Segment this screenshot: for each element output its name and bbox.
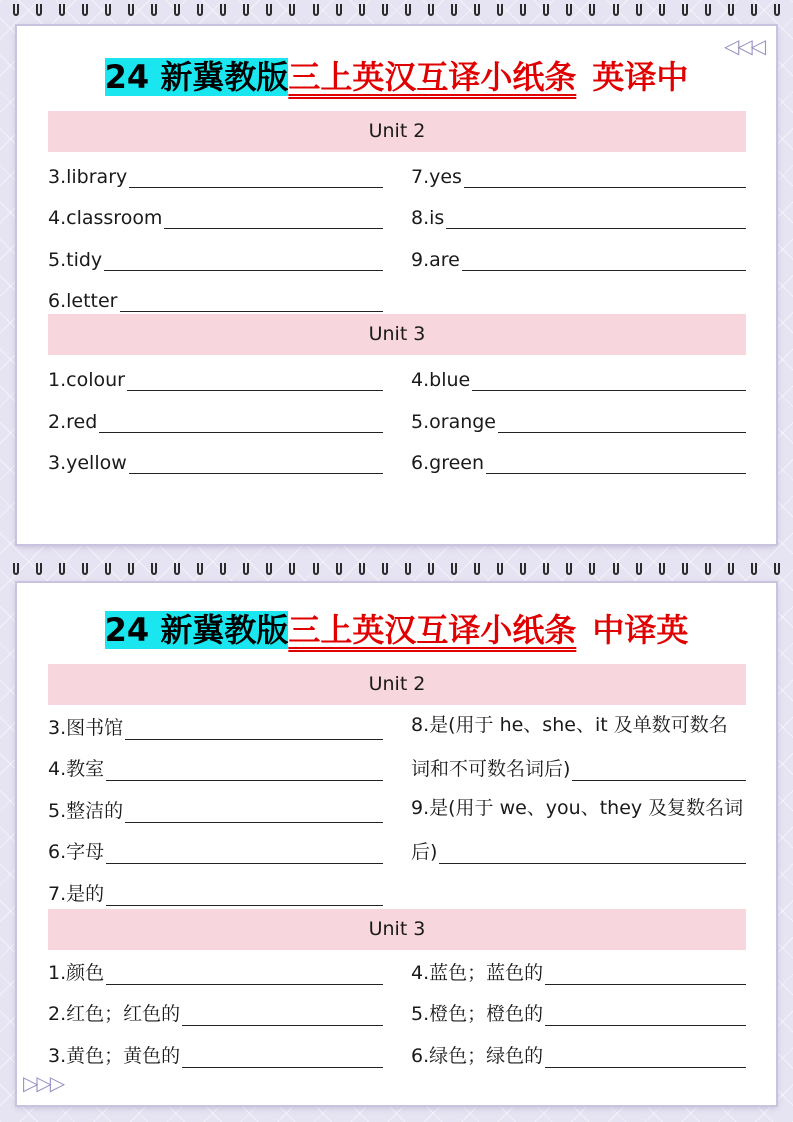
- list-item: 6.letter: [48, 282, 383, 312]
- answer-blank[interactable]: [439, 841, 746, 864]
- list-item: 8.is: [411, 199, 746, 229]
- unit-header: Unit 3: [48, 909, 746, 950]
- list-item: 4.blue: [411, 361, 746, 391]
- list-item: 9.are: [411, 241, 746, 271]
- list-item: 4.蓝色；蓝色的: [411, 955, 746, 985]
- answer-blank[interactable]: [462, 248, 746, 271]
- list-item: 5.橙色；橙色的: [411, 996, 746, 1026]
- answer-blank[interactable]: [104, 248, 383, 271]
- list-item: 3.黄色；黄色的: [48, 1038, 383, 1068]
- unit-header: Unit 2: [48, 664, 746, 705]
- answer-blank[interactable]: [545, 962, 746, 985]
- list-item: 3.图书馆: [48, 710, 383, 740]
- answer-blank[interactable]: [182, 1045, 383, 1068]
- arrow-left-decoration-icon: ◁◁◁: [723, 34, 764, 58]
- arrow-right-decoration-icon: ▷▷▷: [23, 1071, 64, 1095]
- answer-blank[interactable]: [99, 410, 383, 433]
- list-item: 7.yes: [411, 158, 746, 188]
- list-item: 2.红色；红色的: [48, 996, 383, 1026]
- list-item-text: 9.是(用于 we、you、they 及复数名词: [411, 797, 744, 819]
- list-item: 6.字母: [48, 834, 383, 864]
- worksheet-title: 24 新冀教版三上英汉互译小纸条 中译英: [104, 611, 689, 649]
- answer-blank[interactable]: [446, 206, 746, 229]
- list-item: 5.tidy: [48, 241, 383, 271]
- list-item: 词和不可数名词后): [411, 751, 746, 781]
- worksheet-card-en-to-zh: [17, 26, 776, 544]
- answer-blank[interactable]: [106, 883, 383, 906]
- list-item: 5.orange: [411, 403, 746, 433]
- answer-blank[interactable]: [498, 410, 746, 433]
- answer-blank[interactable]: [129, 451, 383, 474]
- answer-blank[interactable]: [545, 1045, 746, 1068]
- list-item: 3.yellow: [48, 444, 383, 474]
- answer-blank[interactable]: [127, 368, 383, 391]
- binder-rings-top: [0, 0, 793, 22]
- answer-blank[interactable]: [106, 758, 383, 781]
- list-item-text: 8.是(用于 he、she、it 及单数可数名: [411, 714, 728, 736]
- unit-header: Unit 2: [48, 111, 746, 152]
- list-item: 4.classroom: [48, 199, 383, 229]
- list-item: 1.colour: [48, 361, 383, 391]
- unit-header: Unit 3: [48, 314, 746, 355]
- answer-blank[interactable]: [106, 962, 383, 985]
- answer-blank[interactable]: [125, 800, 383, 823]
- answer-blank[interactable]: [572, 758, 746, 781]
- answer-blank[interactable]: [545, 1003, 746, 1026]
- answer-blank[interactable]: [164, 206, 383, 229]
- list-item: 7.是的: [48, 876, 383, 906]
- list-item: 2.red: [48, 403, 383, 433]
- answer-blank[interactable]: [106, 841, 383, 864]
- worksheet-title: 24 新冀教版三上英汉互译小纸条 英译中: [104, 58, 689, 96]
- list-item: 6.green: [411, 444, 746, 474]
- list-item: 1.颜色: [48, 955, 383, 985]
- answer-blank[interactable]: [129, 165, 383, 188]
- list-item: 6.绿色；绿色的: [411, 1038, 746, 1068]
- list-item: 4.教室: [48, 751, 383, 781]
- answer-blank[interactable]: [472, 368, 746, 391]
- worksheet-card-zh-to-en: [17, 583, 776, 1105]
- binder-rings-middle: [0, 559, 793, 581]
- list-item: 5.整洁的: [48, 793, 383, 823]
- answer-blank[interactable]: [464, 165, 746, 188]
- answer-blank[interactable]: [120, 289, 384, 312]
- list-item: 3.library: [48, 158, 383, 188]
- list-item: 后): [411, 834, 746, 864]
- answer-blank[interactable]: [125, 717, 383, 740]
- answer-blank[interactable]: [486, 451, 746, 474]
- answer-blank[interactable]: [182, 1003, 383, 1026]
